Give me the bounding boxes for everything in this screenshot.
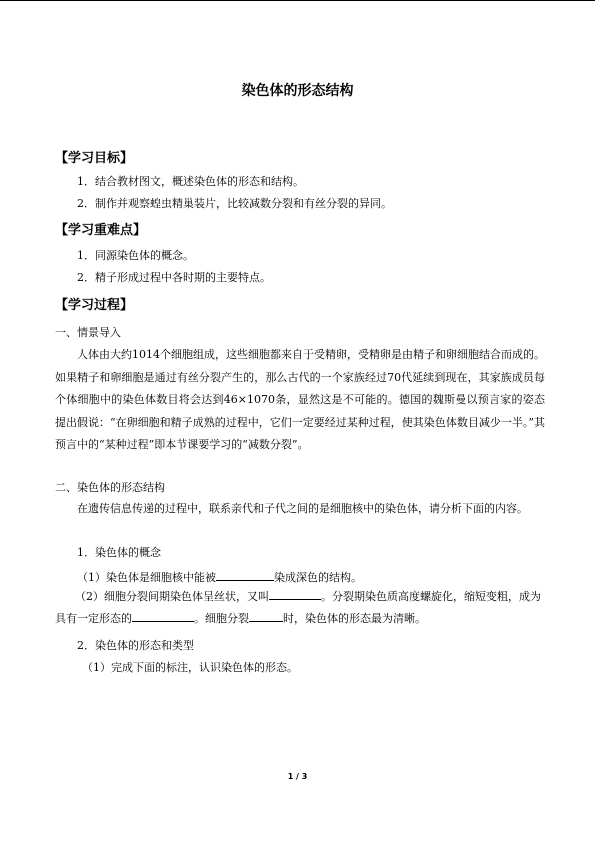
key-point-item-1: 1．同源染色体的概念。 bbox=[77, 249, 194, 262]
q1-text-after: 染成深色的结构。 bbox=[274, 571, 362, 584]
q2-text-mid2: 。细胞分裂 bbox=[194, 612, 249, 625]
sub1-question-2 bbox=[55, 586, 545, 630]
q1-text-before: （1）染色体是细胞核中能被 bbox=[77, 571, 216, 584]
sub2-heading: 2．染色体的形态和类型 bbox=[77, 639, 194, 652]
section-heading-process: 【学习过程】 bbox=[55, 298, 134, 313]
page-number: 1 / 3 bbox=[287, 772, 308, 781]
part1-paragraph: 人体由大约1014个细胞组成，这些细胞都来自于受精卵，受精卵是由精子和卵细胞结合而成的。如果精子和卵细胞是通过有丝分裂产生的，那么古代的一个家族经过70代延续到现在，其家族成员每个体细胞中的染色体数目将会达到46×1070条，显然这是不可能的。德国的魏斯曼以预言家的姿态提出假说：“在卵细胞和精子成熟的过程中，它们一定要经过某种过程，使其染色体数目减少一半。”其预言中的“某种过程”即本节课要学习的“减数分裂”。 bbox=[55, 348, 545, 451]
q2-text-after: 时，染色体的形态最为清晰。 bbox=[283, 612, 426, 625]
part2-intro: 在遗传信息传递的过程中，联系亲代和子代之间的是细胞核中的染色体，请分析下面的内容。 bbox=[77, 502, 528, 515]
fill-blank-3[interactable] bbox=[132, 610, 194, 622]
sub2-question-1: （1）完成下面的标注，认识染色体的形态。 bbox=[82, 661, 298, 674]
goal-item-2: 2．制作并观察蝗虫精巢装片，比较减数分裂和有丝分裂的异同。 bbox=[77, 197, 392, 210]
section-heading-goals: 【学习目标】 bbox=[55, 151, 134, 166]
q2-text-mid: 。分裂期染色质高度螺旋化，缩短变粗，成为具有一定形态的 bbox=[55, 590, 541, 625]
part2-heading: 二、染色体的形态结构 bbox=[55, 481, 165, 494]
goal-item-1: 1．结合教材图文，概述染色体的形态和结构。 bbox=[77, 175, 304, 188]
section-heading-key-points: 【学习重难点】 bbox=[55, 223, 147, 238]
top-rule bbox=[0, 0, 595, 1]
fill-blank-1[interactable] bbox=[216, 569, 274, 581]
sub1-heading: 1．染色体的概念 bbox=[77, 546, 161, 559]
q2-text-before: （2）细胞分裂间期染色体呈丝状，又叫 bbox=[75, 590, 269, 603]
part1-heading: 一、情景导入 bbox=[55, 326, 121, 339]
page-title: 染色体的形态结构 bbox=[241, 83, 354, 99]
fill-blank-4[interactable] bbox=[249, 610, 283, 622]
sub1-question-1 bbox=[77, 569, 362, 585]
fill-blank-2[interactable] bbox=[269, 588, 321, 600]
key-point-item-2: 2．精子形成过程中各时期的主要特点。 bbox=[77, 271, 271, 284]
